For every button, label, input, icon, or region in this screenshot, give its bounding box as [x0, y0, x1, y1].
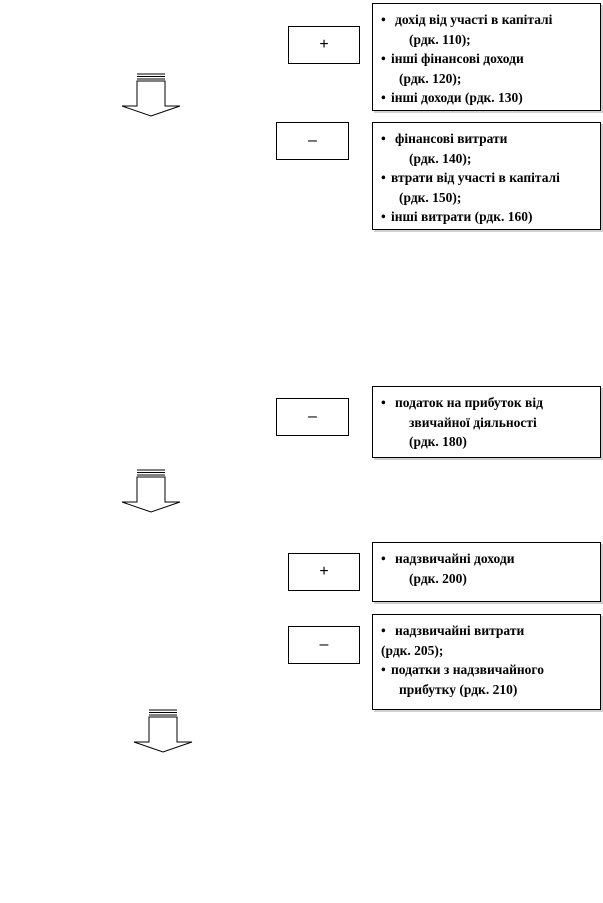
item-cont: прибутку (рдк. 210): [399, 681, 518, 697]
bullet-icon: •: [381, 623, 386, 638]
item-cont: звичайної діяльності: [409, 414, 537, 430]
bullet-icon: •: [381, 395, 386, 410]
list-item: [381, 621, 594, 641]
plus-sign-box: [288, 553, 360, 591]
income-items-box: [372, 3, 601, 111]
item-text: інші доходи (рдк. 130): [391, 90, 523, 105]
item-text: інші фінансові доходи: [391, 51, 524, 66]
expense-items-box: [372, 122, 601, 230]
sign-label: –: [308, 408, 317, 425]
minus-sign-box: [276, 398, 349, 436]
bullet-icon: •: [381, 551, 386, 566]
list-item: [381, 129, 594, 168]
item-text: дохід від участі в капіталі: [395, 12, 553, 27]
bullet-icon: •: [381, 170, 386, 185]
item-text: інші витрати (рдк. 160): [391, 209, 533, 224]
down-arrow-icon: [131, 708, 195, 754]
bullet-icon: •: [381, 51, 386, 66]
item-cont: (рдк. 110);: [409, 31, 471, 47]
item-cont: (рдк. 200): [409, 570, 467, 586]
down-arrow-icon: [119, 468, 183, 514]
list-item: [381, 207, 594, 227]
item-cont: (рдк. 205);: [381, 642, 444, 658]
item-text: фінансові витрати: [395, 131, 508, 146]
bullet-icon: •: [381, 209, 386, 224]
bullet-icon: •: [381, 662, 386, 677]
item-cont: (рдк. 180): [409, 434, 467, 449]
bullet-icon: •: [381, 131, 386, 146]
list-item: [381, 549, 594, 588]
list-item: [381, 660, 594, 699]
list-item: [381, 393, 594, 452]
item-text: податки з надзвичайного: [391, 662, 544, 677]
plus-sign-box: [288, 26, 360, 64]
sign-label: +: [319, 563, 329, 580]
item-cont: (рдк. 120);: [399, 70, 462, 86]
list-item-continuation: [381, 641, 594, 661]
minus-sign-box: [288, 626, 360, 664]
sign-label: –: [319, 636, 329, 653]
minus-sign-box: [276, 122, 349, 160]
item-text: надзвичайні витрати: [395, 623, 525, 638]
list-item: [381, 49, 594, 88]
list-item: [381, 10, 594, 49]
sign-label: –: [308, 132, 317, 149]
extra-income-box: [372, 542, 601, 602]
sign-label: +: [319, 36, 329, 53]
item-cont: (рдк. 140);: [409, 150, 472, 166]
item-text: втрати від участі в капіталі: [391, 170, 560, 185]
list-item: [381, 88, 594, 108]
tax-items-box: [372, 386, 601, 458]
item-text: надзвичайні доходи: [395, 551, 515, 566]
extra-expense-box: [372, 614, 601, 710]
item-text: податок на прибуток від: [395, 395, 543, 410]
list-item: [381, 168, 594, 207]
down-arrow-icon: [119, 72, 183, 118]
bullet-icon: •: [381, 12, 386, 27]
bullet-icon: •: [381, 90, 386, 105]
item-cont: (рдк. 150);: [399, 189, 462, 205]
